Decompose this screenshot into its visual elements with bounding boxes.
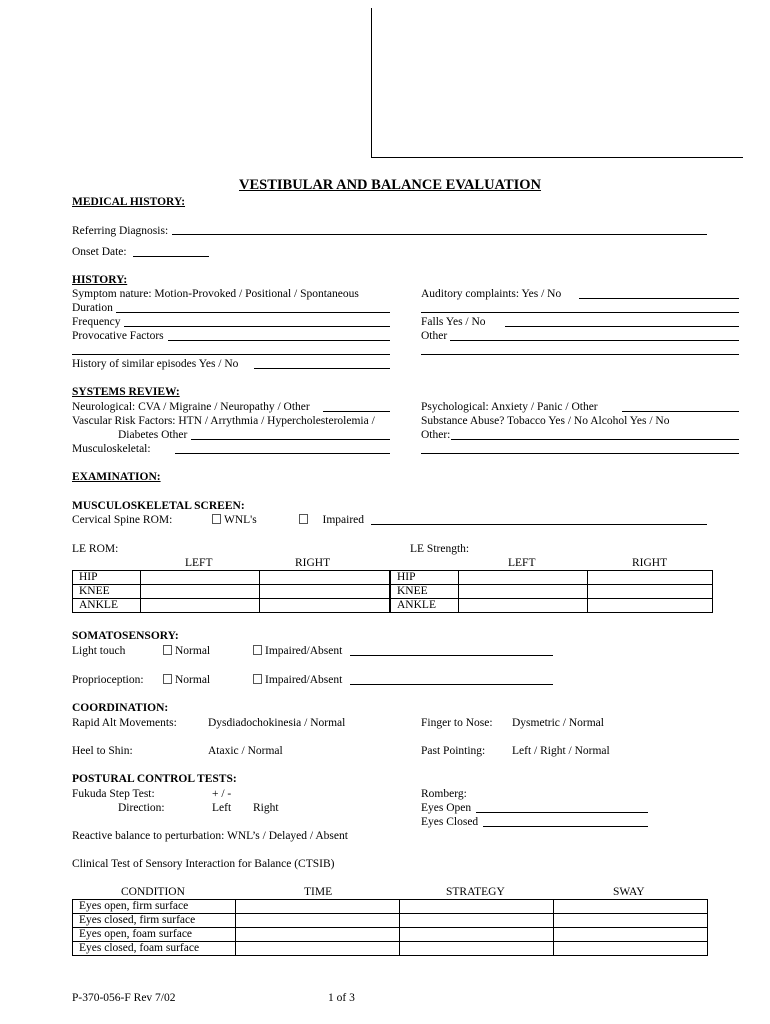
cervical-impaired-field[interactable] (371, 524, 707, 525)
onset-date-label: Onset Date: (72, 246, 127, 258)
direction-left-option[interactable]: Left (212, 802, 232, 814)
checkbox-icon[interactable] (253, 645, 262, 655)
ctsib-header-condition: CONDITION (121, 886, 185, 898)
reactive-balance-label: Reactive balance to perturbation: WNL’s / Delayed / Absent (72, 830, 348, 842)
condition-cell: Eyes closed, firm surface (73, 914, 236, 928)
eyes-open-field[interactable] (476, 812, 648, 813)
psychological-other-field[interactable] (622, 411, 739, 412)
ctsib-label: Clinical Test of Sensory Interaction for Balance (CTSIB) (72, 858, 335, 870)
history-other-field[interactable] (450, 340, 739, 341)
strategy-cell[interactable] (400, 928, 554, 942)
joint-cell: ANKLE (391, 599, 459, 613)
time-cell[interactable] (236, 900, 400, 914)
neurological-other-field[interactable] (323, 411, 390, 412)
referring-diagnosis-label: Referring Diagnosis: (72, 225, 169, 237)
neurological-label: Neurological: CVA / Migraine / Neuropathy / Other (72, 401, 310, 413)
page-number: 1 of 3 (328, 992, 355, 1004)
le-rom-left-cell[interactable] (141, 599, 260, 613)
le-rom-right-header: RIGHT (295, 557, 331, 569)
checkbox-icon[interactable] (253, 674, 262, 684)
musculoskeletal-screen-heading: MUSCULOSKELETAL SCREEN: (72, 500, 245, 512)
finger-nose-label: Finger to Nose: (421, 717, 493, 729)
diabetes-other-field[interactable] (191, 439, 390, 440)
direction-right-option[interactable]: Right (253, 802, 279, 814)
ctsib-header-sway: SWAY (613, 886, 645, 898)
time-cell[interactable] (236, 942, 400, 956)
le-strength-table (390, 570, 713, 613)
coordination-heading: COORDINATION: (72, 702, 169, 714)
le-rom-right-cell[interactable] (260, 599, 390, 613)
musculoskeletal-field[interactable] (175, 453, 390, 454)
substance-abuse-label: Substance Abuse? Tobacco Yes / No Alcohol Yes / No (421, 415, 670, 427)
joint-cell: KNEE (391, 585, 459, 599)
sway-cell[interactable] (554, 914, 708, 928)
table-row (73, 942, 708, 956)
vascular-risk-label: Vascular Risk Factors: HTN / Arrythmia / Hypercholesterolemia / (72, 415, 375, 427)
referring-diagnosis-field[interactable] (172, 234, 707, 235)
joint-cell: KNEE (73, 585, 141, 599)
table-row (391, 571, 713, 585)
auditory-complaints-field[interactable] (579, 298, 739, 299)
systems-other-label: Other: (421, 429, 451, 441)
le-strength-label: LE Strength: (410, 543, 470, 555)
checkbox-icon[interactable] (299, 514, 308, 524)
joint-cell: HIP (391, 571, 459, 585)
normal-label: Normal (175, 674, 211, 686)
table-row (73, 900, 708, 914)
rapid-alt-options[interactable]: Dysdiadochokinesia / Normal (208, 717, 346, 729)
eyes-open-label: Eyes Open (421, 802, 472, 814)
somatosensory-heading: SOMATOSENSORY: (72, 630, 179, 642)
strategy-cell[interactable] (400, 900, 554, 914)
fukuda-label: Fukuda Step Test: (72, 788, 155, 800)
light-touch-label: Light touch (72, 645, 126, 657)
sway-cell[interactable] (554, 942, 708, 956)
joint-cell: HIP (73, 571, 141, 585)
light-touch-normal-option[interactable] (163, 644, 210, 658)
medical-history-heading: MEDICAL HISTORY: (72, 196, 186, 208)
frequency-label: Frequency (72, 316, 121, 328)
rapid-alt-label: Rapid Alt Movements: (72, 717, 177, 729)
le-strength-left-cell[interactable] (459, 585, 588, 599)
le-rom-right-cell[interactable] (260, 571, 390, 585)
le-strength-right-cell[interactable] (588, 585, 713, 599)
duration-label: Duration (72, 302, 113, 314)
proprioception-label: Proprioception: (72, 674, 144, 686)
impaired-absent-label: Impaired/Absent (265, 674, 343, 686)
history-extra-line[interactable] (72, 354, 390, 355)
strategy-cell[interactable] (400, 942, 554, 956)
table-row (391, 585, 713, 599)
checkbox-icon[interactable] (163, 674, 172, 684)
heel-shin-options[interactable]: Ataxic / Normal (208, 745, 283, 757)
le-rom-left-cell[interactable] (141, 585, 260, 599)
cervical-wnl-label: WNL's (224, 514, 257, 526)
eyes-closed-label: Eyes Closed (421, 816, 479, 828)
provocative-factors-field[interactable] (168, 340, 390, 341)
proprioception-impaired-option[interactable] (253, 673, 342, 687)
similar-episodes-field[interactable] (254, 368, 390, 369)
condition-cell: Eyes open, firm surface (73, 900, 236, 914)
history-heading: HISTORY: (72, 274, 128, 286)
duration-field[interactable] (116, 312, 390, 313)
similar-episodes-label: History of similar episodes Yes / No (72, 358, 239, 370)
le-rom-left-header: LEFT (185, 557, 213, 569)
diabetes-other-label: Diabetes Other (118, 429, 188, 441)
le-rom-left-cell[interactable] (141, 571, 260, 585)
finger-nose-options[interactable]: Dysmetric / Normal (512, 717, 604, 729)
falls-label: Falls Yes / No (421, 316, 486, 328)
eyes-closed-field[interactable] (483, 826, 648, 827)
romberg-label: Romberg: (421, 788, 467, 800)
strategy-cell[interactable] (400, 914, 554, 928)
ctsib-header-time: TIME (304, 886, 333, 898)
provocative-factors-label: Provocative Factors (72, 330, 164, 342)
systems-other-extra-line[interactable] (421, 453, 739, 454)
stamp-box-bottom-edge (371, 157, 743, 158)
cervical-spine-label: Cervical Spine ROM: (72, 514, 173, 526)
condition-cell: Eyes closed, foam surface (73, 942, 236, 956)
table-row (73, 914, 708, 928)
systems-other-field[interactable] (451, 439, 739, 440)
cervical-wnl-option[interactable] (212, 513, 257, 527)
le-rom-right-cell[interactable] (260, 585, 390, 599)
proprioception-normal-option[interactable] (163, 673, 210, 687)
sway-cell[interactable] (554, 900, 708, 914)
onset-date-field[interactable] (133, 256, 209, 257)
heel-shin-label: Heel to Shin: (72, 745, 133, 757)
time-cell[interactable] (236, 914, 400, 928)
checkbox-icon[interactable] (163, 645, 172, 655)
past-pointing-options[interactable]: Left / Right / Normal (512, 745, 610, 757)
symptom-nature-label: Symptom nature: Motion-Provoked / Positional / Spontaneous (72, 288, 359, 300)
history-other-extra-line[interactable] (421, 354, 739, 355)
past-pointing-label: Past Pointing: (421, 745, 486, 757)
le-strength-left-cell[interactable] (459, 571, 588, 585)
form-title: VESTIBULAR AND BALANCE EVALUATION (239, 177, 542, 193)
musculoskeletal-label: Musculoskeletal: (72, 443, 151, 455)
postural-control-heading: POSTURAL CONTROL TESTS: (72, 773, 237, 785)
joint-cell: ANKLE (73, 599, 141, 613)
le-strength-right-cell[interactable] (588, 571, 713, 585)
table-row (73, 928, 708, 942)
impaired-absent-label: Impaired/Absent (265, 645, 343, 657)
table-row (73, 585, 390, 599)
le-strength-left-header: LEFT (508, 557, 536, 569)
psychological-label: Psychological: Anxiety / Panic / Other (421, 401, 598, 413)
le-strength-right-header: RIGHT (632, 557, 668, 569)
ctsib-header-strategy: STRATEGY (446, 886, 505, 898)
cervical-impaired-label: Impaired (322, 514, 365, 526)
light-touch-impaired-option[interactable] (253, 644, 342, 658)
auditory-complaints-label: Auditory complaints: Yes / No (421, 288, 562, 300)
table-row (391, 599, 713, 613)
table-row (73, 571, 390, 585)
normal-label: Normal (175, 645, 211, 657)
checkbox-icon[interactable] (212, 514, 221, 524)
light-touch-field[interactable] (350, 655, 553, 656)
falls-field[interactable] (505, 326, 739, 327)
le-rom-label: LE ROM: (72, 543, 119, 555)
stamp-box-left-edge (371, 8, 372, 158)
proprioception-field[interactable] (350, 684, 553, 685)
examination-heading: EXAMINATION: (72, 471, 161, 483)
time-cell[interactable] (236, 928, 400, 942)
systems-review-heading: SYSTEMS REVIEW: (72, 386, 180, 398)
history-other-label: Other (421, 330, 448, 342)
auditory-extra-line[interactable] (421, 312, 739, 313)
condition-cell: Eyes open, foam surface (73, 928, 236, 942)
cervical-impaired-option[interactable] (299, 513, 364, 527)
direction-label: Direction: (118, 802, 165, 814)
sway-cell[interactable] (554, 928, 708, 942)
le-strength-left-cell[interactable] (459, 599, 588, 613)
le-rom-table (72, 570, 390, 613)
le-strength-right-cell[interactable] (588, 599, 713, 613)
table-row (73, 599, 390, 613)
ctsib-table (72, 899, 708, 956)
frequency-field[interactable] (124, 326, 390, 327)
fukuda-options[interactable]: + / - (212, 788, 232, 800)
form-id: P-370-056-F Rev 7/02 (72, 992, 176, 1004)
